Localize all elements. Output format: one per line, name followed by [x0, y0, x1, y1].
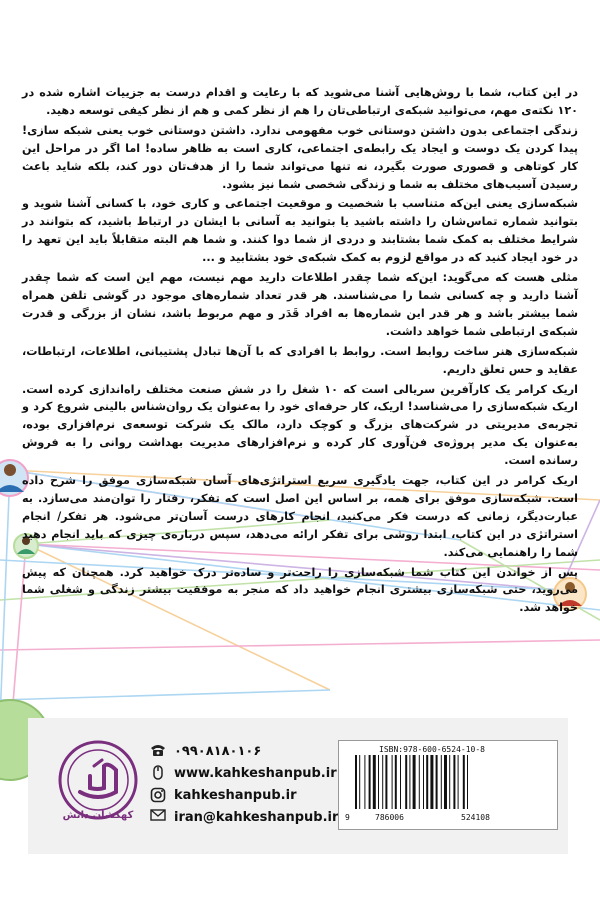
website-row: [150, 762, 340, 784]
paragraph: زندگی اجتماعی بدون داشتن دوستانی خوب مفهومی ندارد. داشتن دوستانی خوب یعنی شبکه سازی! پیدا کردن یک دوست و ایجاد یک رابطه‌ی اجتماعی، کاری است به ظاهر ساده! اما اگر در مراحل این کار کوتاهی و قصوری صورت بگیرد، نه تنها می‌تواند شما را از هدف‌تان دور کند، بلکه شاید باعث رسیدن آسیب‌های مختلف به شما و زندگی شخصی شما نیز بشود.: [22, 123, 578, 191]
barcode-lead-digit: 9: [345, 813, 350, 822]
contact-list: [150, 740, 340, 828]
paragraph: شبکه‌سازی یعنی این‌که متناسب با شخصیت و موقعیت اجتماعی و کاری خود، با کسانی آشنا شوید و بتوانید شماره تماس‌شان را داشته باشید یا بتوانید به آسانی با ایشان در ارتباط باشید، که بتوانند در شرایط مختلف به کمک شما بشتابند و دردی از شما دوا کنند. و شما هم البته متقابلاً باید این تعهد را در خود ایجاد کنید که در مواقع لزوم به کمک شبکه‌ی خود بشتابید و ...: [22, 197, 578, 265]
instagram-row: [150, 784, 340, 806]
website-link[interactable]: www.kahkeshanpub.ir: [174, 765, 337, 781]
barcode-digits-left: 786006: [375, 813, 404, 822]
phone-icon: [150, 743, 168, 759]
paragraph: در این کتاب، شما با روش‌هایی آشنا می‌شوید که با رعایت و اقدام درست به جزییات اشاره شده در ۱۲۰ نکته‌ی مهم، می‌توانید شبکه‌ی ارتباطی‌تان را هم از نظر کمی و هم از نظر کیفی توسعه دهید.: [22, 86, 578, 117]
footer-panel: [28, 718, 568, 854]
isbn-text: ISBN:978-600-6524-10-8: [379, 745, 485, 754]
isbn-barcode: [338, 740, 558, 830]
barcode-digits-right: 524108: [461, 813, 490, 822]
paragraph: اریک کرامر یک کارآفرین سریالی است که ۱۰ شغل را در شش صنعت مختلف راه‌اندازی کرده است. اریک شبکه‌سازی را می‌شناسد! اریک، کار حرفه‌ای خود را به‌عنوان یک روان‌شناس بالینی شروع کرد و تجربه‌ی مدیریتی در شرکت‌های بزرگ و کوچک دارد، مالک یک شرکت توسعه‌ی نرم‌افزاری بوده، به‌عنوان یک مدیر پروژه‌ی فن‌آوری کار کرده و نرم‌افزارهای مدیریت بهداشت روانی را به فروش رسانده است.: [22, 382, 578, 468]
instagram-handle[interactable]: kahkeshanpub.ir: [174, 787, 297, 803]
phone-number: ۰۹۹۰۸۱۸۰۱۰۶: [174, 743, 262, 759]
email-row: [150, 806, 340, 828]
mail-icon: [150, 809, 168, 825]
mouse-icon: [150, 765, 168, 781]
back-cover-text: [22, 84, 578, 619]
barcode-bars: [353, 755, 545, 809]
phone-row: [150, 740, 340, 762]
instagram-icon: [150, 787, 168, 803]
paragraph: اریک کرامر در این کتاب، جهت یادگیری سریع استراتژی‌های آسان شبکه‌سازی موفق را شرح داده است. شبکه‌سازی موفق برای همه، بر اساس این اصل است که تفکر، رفتار را توان‌مند می‌سازد. به عبارت‌دیگر، زمانی که درست فکر می‌کنید، انجام کارهای درست آسان‌تر می‌شود. هر تفکر/ انجام استراتژی در این کتاب، ابتدا روشی برای تفکر ارائه می‌دهد، سپس درباره‌ی چیزی که باید انجام دهید شما را راهنمایی می‌کند.: [22, 474, 578, 559]
email-address[interactable]: iran@kahkeshanpub.ir: [174, 809, 339, 825]
paragraph: مثلی هست که می‌گوید: این‌که شما چقدر اطلاعات دارید مهم نیست، مهم این است که شما چقدر آشنا دارید و چه کسانی شما را می‌شناسند. هر قدر تعداد شماره‌های موجود در گوشی تلفن همراه شما بیشتر باشد و هر قدر این شماره‌ها به افراد قَدَر و مهم مربوط باشد، نشان از بزرگی و قدرت شبکه‌ی ارتباطی شما خواهد داشت.: [22, 271, 578, 338]
paragraph: شبکه‌سازی هنر ساخت روابط است. روابط با افرادی که با آن‌ها تبادل پشتیبانی، اطلاعات، ارتباطات، عقاید و حس تعلق داریم.: [22, 344, 578, 376]
paragraph: پس از خواندن این کتاب شما شبکه‌سازی را راحت‌تر و ساده‌تر درک خواهید کرد. همچنان که پیش می‌روید، حتی شبکه‌سازی بیشتری انجام خواهید داد که منجر به موفقیت بیشتر زندگی و شغلی شما خواهد شد.: [22, 565, 578, 615]
publisher-name: کهکشان دانش: [62, 810, 134, 821]
